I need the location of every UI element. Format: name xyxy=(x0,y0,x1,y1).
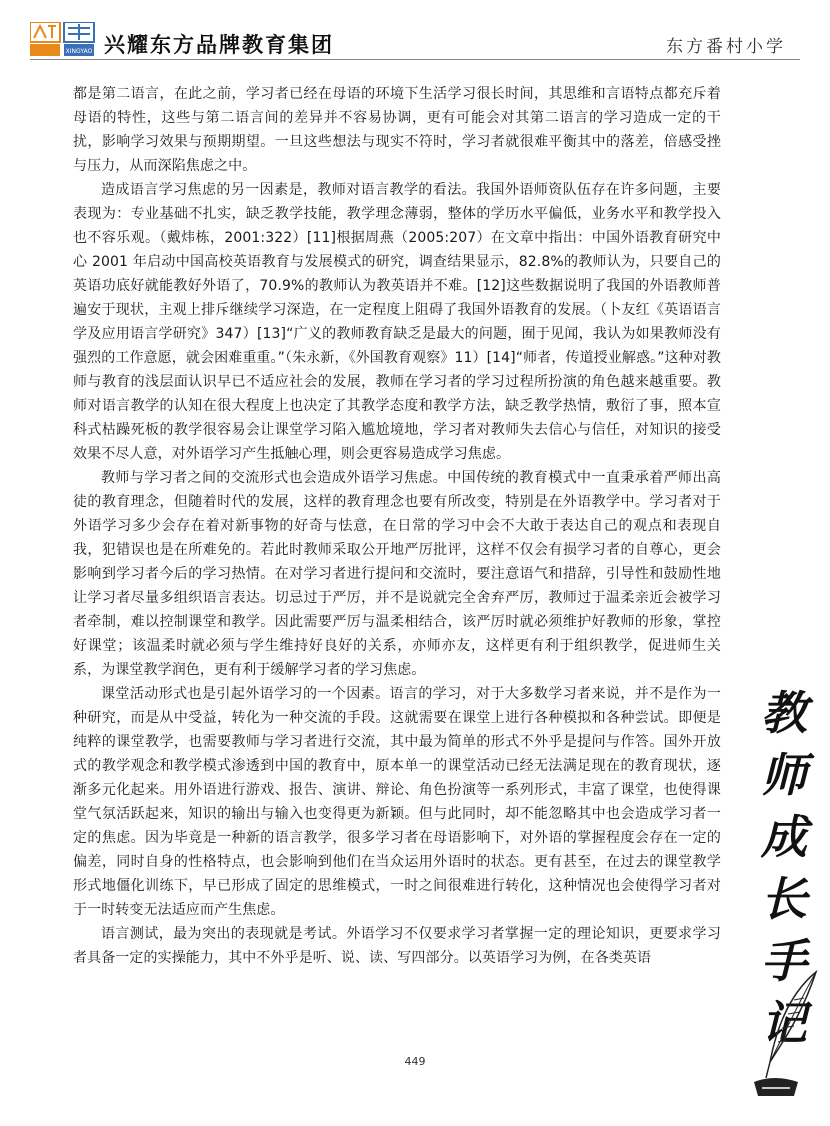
calligraphy-char: 长 xyxy=(761,872,807,926)
page-number: 449 xyxy=(404,1055,426,1068)
page-header xyxy=(0,0,830,62)
calligraphy-char: 手 xyxy=(761,934,807,988)
paragraph: 课堂活动形式也是引起外语学习的一个因素。语言的学习，对于大多数学习者来说，并不是作为一种研究，而是从中受益，转化为一种交流的手段。这就需要在课堂上进行各种模拟和各种尝试。即便是纯粹的课堂教学，也需要教师与学习者进行交流，其中最为简单的形式不外乎是提问与作答。国外开放式的教学观念和教学模式渗透到中国的教育中，原本单一的课堂活动已经无法满足现在的教育现状，逐渐多元化起来。用外语进行游戏、报告、演讲、辩论、角色扮演等一系列形式，丰富了课堂，也使得课堂气氛活跃起来，知识的输出与输入也变得更为新颖。但与此同时，却不能忽略其中也会造成学习者一定的焦虑。因为毕竟是一种新的语言教学，很多学习者在母语影响下，对外语的掌握程度会存在一定的偏差，同时自身的性格特点，也会影响到他们在当众运用外语时的状态。更有甚至，在过去的课堂教学形式地僵化训练下，早已形成了固定的思维模式，一时之间很难进行转化，这种情况也会使得学习者对于一时转变无法适应而产生焦虑。 xyxy=(73,686,721,918)
calligraphy-char: 师 xyxy=(761,748,807,802)
quill-pen-icon xyxy=(754,970,820,1100)
calligraphy-char: 成 xyxy=(761,810,807,864)
paragraph: 都是第二语言，在此之前，学习者已经在母语的环境下生活学习很长时间，其思维和言语特点都充斥着母语的特性，这些与第二语言间的差异并不容易协调，更有可能会对其第二语言的学习造成一定的干扰，影响学习效果与预期期望。一旦这些想法与现实不符时，学习者就很难平衡其中的落差，倍感受挫与压力，从而深陷焦虑之中。 xyxy=(73,86,721,174)
paragraph: 教师与学习者之间的交流形式也会造成外语学习焦虑。中国传统的教育模式中一直秉承着严师出高徒的教育理念，但随着时代的发展，这样的教育理念也要有所改变，特别是在外语教学中。学习者对于外语学习多少会存在着对新事物的好奇与怯意，在日常的学习中会不大敢于表达自己的观点和表现自我，犯错误也是在所难免的。若此时教师采取公开地严厉批评，这样不仅会有损学习者的自尊心，更会影响到学习者今后的学习热情。在对学习者进行提问和交流时，要注意语气和措辞，引导性和鼓励性地让学习者尽量多组织语言表达。切忌过于严厉，并不是说就完全舍弃严厉，教师过于温柔亲近会被学习者牵制，难以控制课堂和教学。因此需要严厉与温柔相结合，该严厉时就必须维护好教师的形象，掌控好课堂；该温柔时就必须与学生维持好良好的关系，亦师亦友，这样更有利于组织教学，促进师生关系，为课堂教学润色，更有利于缓解学习者的学习焦虑。 xyxy=(73,470,721,678)
article-body xyxy=(73,82,721,970)
calligraphy-char: 记 xyxy=(761,996,807,1050)
paragraph: 造成语言学习焦虑的另一因素是，教师对语言教学的看法。我国外语师资队伍存在许多问题，主要表现为：专业基础不扎实，缺乏教学技能，教学理念薄弱，整体的学历水平偏低，业务水平和教学投入也不容乐观。（戴炜栋，2001:322）[11]根据周燕（2005:207）在文章中指出：中国外语教育研究中心 2001 年启动中国高校英语教育与发展模式的研究，调查结果显示，82.8%的教师认为，只要自己的英语功底好就能教好外语了，70.9%的教师认为教英语并不难。[12]这些数据说明了我国的外语教师普遍安于现状，主观上排斥继续学习深造，在一定程度上阻碍了我国外语教育的发展。（卜友红《英语语言学及应用语言学研究》347）[13]“广义的教师教育缺乏是最大的问题，囿于见闻，我认为如果教师没有强烈的工作意愿，就会困难重重。”（朱永新，《外国教育观察》11）[14]“师者，传道授业解惑。”这种对教师与教育的浅层面认识早已不适应社会的发展，教师在学习者的学习过程所扮演的角色越来越重要。教师对语言教学的认知在很大程度上也决定了其教学态度和教学方法，缺乏教学热情，敷衍了事，照本宣科式枯躁死板的教学很容易会让课堂学习陷入尴尬境地，学习者对教师失去信心与信任，对知识的接受效果不尽人意，对外语学习产生抵触心理，则会更容易造成学习焦虑。 xyxy=(73,182,721,462)
logo-label: XINGYAO xyxy=(65,48,93,55)
paragraph: 语言测试，最为突出的表现就是考试。外语学习不仅要求学习者掌握一定的理论知识，更要求学习者具备一定的实操能力，其中不外乎是听、说、读、写四部分。以英语学习为例，在各类英语 xyxy=(73,926,721,966)
header-divider xyxy=(30,59,800,60)
xingyao-logo-icon xyxy=(30,22,96,56)
org-name: 兴耀东方品牌教育集团 xyxy=(104,32,334,57)
school-name: 东方番村小学 xyxy=(666,37,786,57)
calligraphy-char: 教 xyxy=(761,686,807,740)
